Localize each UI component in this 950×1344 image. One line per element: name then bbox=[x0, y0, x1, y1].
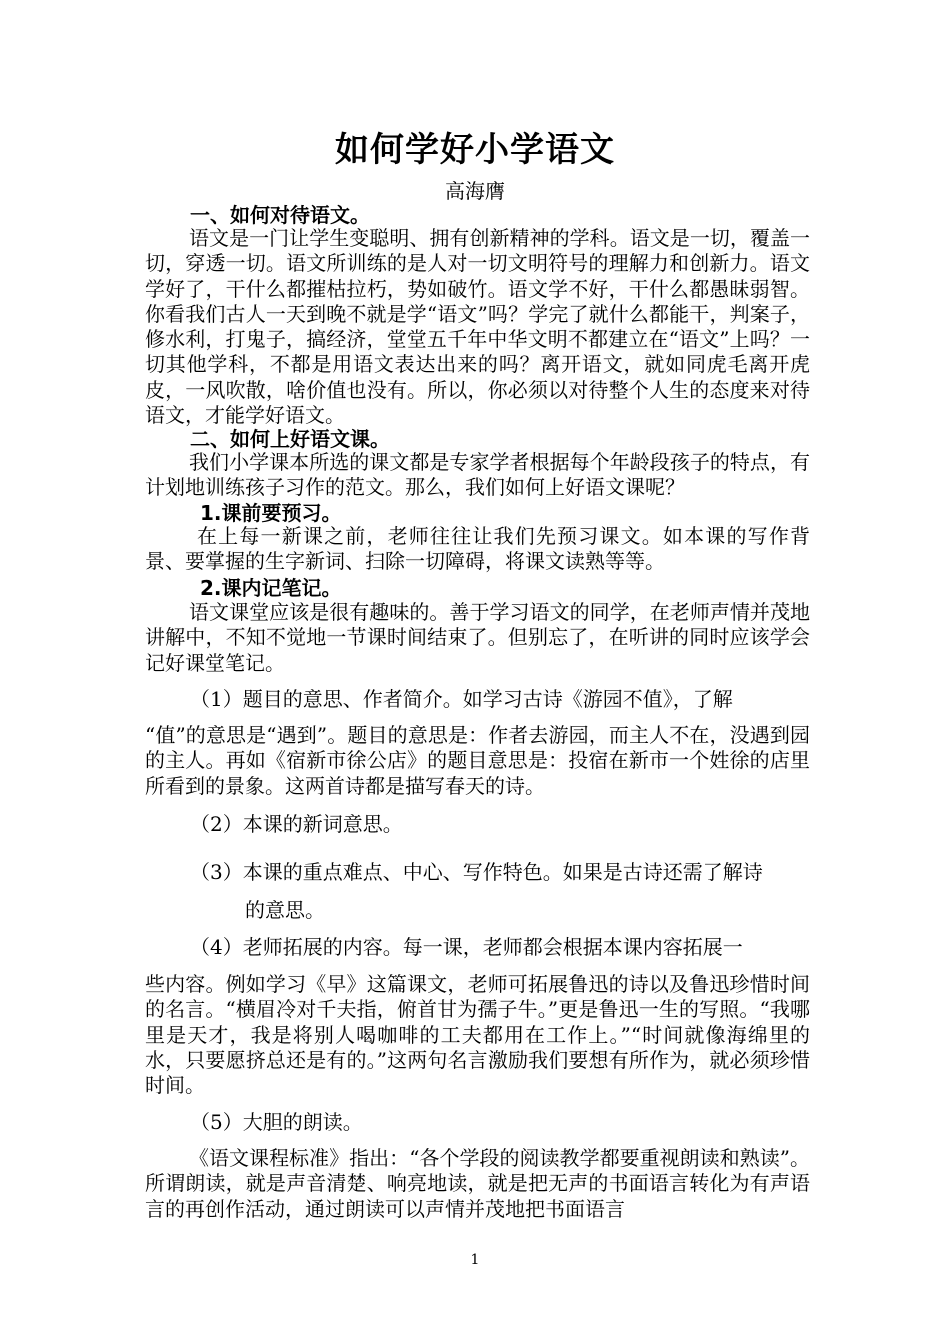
item1-first-line: （1）题目的意思、作者简介。如学习古诗《游园不值》，了解 bbox=[190, 687, 733, 711]
sub2-paragraph: 语文课堂应该是很有趣味的。善于学习语文的同学，在老师声情并茂地讲解中，不知不觉地一节课时间结束了。但别忘了，在听讲的同时应该学会记好课堂笔记。 bbox=[145, 600, 810, 675]
section1-paragraph: 语文是一门让学生变聪明、拥有创新精神的学科。语文是一切，覆盖一切，穿透一切。语文所训练的是人对一切文明符号的理解力和创新力。语文学好了，干什么都摧枯拉朽，势如破竹。语文学不好，干什么都愚昧弱智。你看我们古人一天到晚不就是学“语文”吗？学完了就什么都能干，判案子，修水利，打鬼子，搞经济，堂堂五千年中华文明不都建立在“语文”上吗？一切其他学科，不都是用语文表达出来的吗？离开语文，就如同虎毛离开虎皮，一风吹散，啥价值也没有。所以，你必须以对待整个人生的态度来对待语文，才能学好语文。 bbox=[145, 226, 810, 428]
item4-first-line: （4）老师拓展的内容。每一课，老师都会根据本课内容拓展一 bbox=[190, 935, 743, 959]
item2-line: （2）本课的新词意思。 bbox=[190, 812, 403, 836]
item1-rest: “值”的意思是“遇到”。题目的意思是：作者去游园，而主人不在，没遇到园的主人。再如《宿新市徐公店》的题目意思是：投宿在新市一个姓徐的店里所看到的景象。这两首诗都是描写春天的诗。 bbox=[145, 723, 810, 798]
item4-rest: 些内容。例如学习《早》这篇课文，老师可拓展鲁迅的诗以及鲁迅珍惜时间的名言。“横眉冷对千夫指，俯首甘为孺子牛。”更是鲁迅一生的写照。“我哪里是天才，我是将别人喝咖啡的工夫都用在工作上。”“时间就像海绵里的水，只要愿挤总还是有的。”这两句名言激励我们要想有所作为，就必须珍惜时间。 bbox=[145, 972, 810, 1098]
item3-second-line: 的意思。 bbox=[245, 898, 325, 922]
page-number: 1 bbox=[470, 1252, 480, 1268]
document-author: 高海膺 bbox=[445, 179, 505, 203]
section2-heading: 二、如何上好语文课。 bbox=[190, 427, 390, 451]
sub1-paragraph: 在上每一新课之前，老师往往让我们先预习课文。如本课的写作背景、要掌握的生字新词、扫除一切障碍，将课文读熟等等。 bbox=[145, 524, 810, 574]
document-title: 如何学好小学语文 bbox=[335, 130, 615, 170]
last-paragraph: 《语文课程标准》指出：“各个学段的阅读教学都要重视朗读和熟读”。所谓朗读，就是声音清楚、响亮地读，就是把无声的书面语言转化为有声语言的再创作活动，通过朗读可以声情并茂地把书面语言 bbox=[145, 1146, 810, 1221]
section2-paragraph: 我们小学课本所选的课文都是专家学者根据每个年龄段孩子的特点，有计划地训练孩子习作的范文。那么，我们如何上好语文课呢？ bbox=[145, 450, 810, 500]
sub1-heading: 1.课前要预习。 bbox=[200, 501, 342, 525]
sub2-heading: 2.课内记笔记。 bbox=[200, 576, 342, 600]
section1-heading: 一、如何对待语文。 bbox=[190, 203, 370, 227]
item3-first-line: （3）本课的重点难点、中心、写作特色。如果是古诗还需了解诗 bbox=[190, 860, 763, 884]
item5-line: （5）大胆的朗读。 bbox=[190, 1110, 363, 1134]
